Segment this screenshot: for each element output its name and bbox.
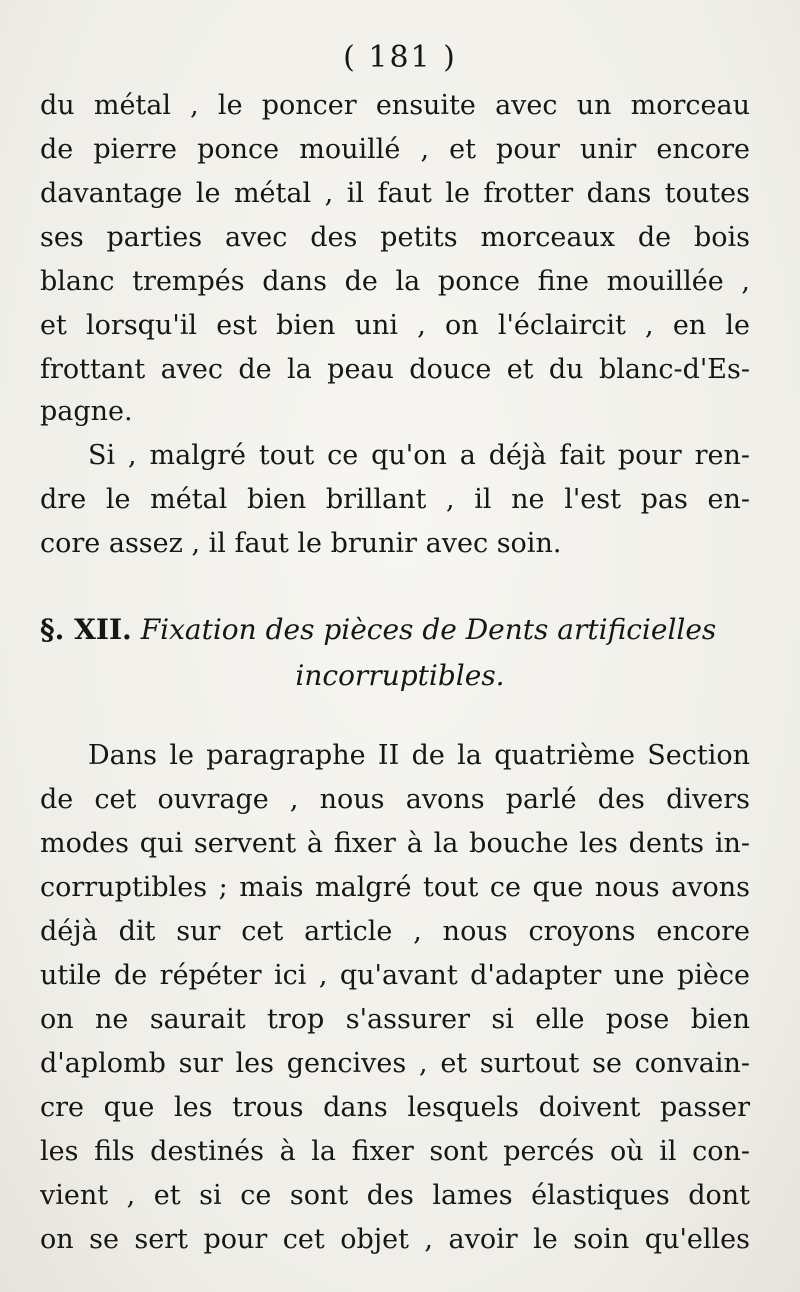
text-line: de pierre ponce mouillé , et pour unir encore [40, 134, 750, 165]
text-line: dre le métal bien brillant , il ne l'est pas en- [40, 484, 750, 515]
section-title-line-2 [40, 656, 760, 696]
text-line: ses parties avec des petits morceaux de bois [40, 222, 750, 253]
text-line: utile de répéter ici , qu'avant d'adapter une pièce [40, 960, 750, 991]
text-line: et lorsqu'il est bien uni , on l'éclaircit , en le [40, 310, 750, 341]
text-line: on se sert pour cet objet , avoir le soin qu'elles [40, 1224, 750, 1255]
text-line: pagne. [40, 396, 133, 427]
section-number: §. XII. [40, 613, 132, 646]
text-line: Dans le paragraphe II de la quatrième Section [88, 740, 750, 771]
text-line: core assez , il faut le brunir avec soin. [40, 528, 562, 559]
text-line: de cet ouvrage , nous avons parlé des divers [40, 784, 750, 815]
text-line: vient , et si ce sont des lames élastiques dont [40, 1180, 750, 1211]
text-line: on ne saurait trop s'assurer si elle pose bien [40, 1004, 750, 1035]
text-line: les fils destinés à la fixer sont percés où il con- [40, 1136, 750, 1167]
section-heading [40, 610, 760, 650]
text-line: cre que les trous dans lesquels doivent passer [40, 1092, 750, 1123]
text-line: blanc trempés dans de la ponce fine mouillée , [40, 266, 750, 297]
text-line: du métal , le poncer ensuite avec un morceau [40, 90, 750, 121]
section-title-line-2-text: incorruptibles. [295, 659, 505, 692]
text-line: d'aplomb sur les gencives , et surtout se convain- [40, 1048, 750, 1079]
text-line: corruptibles ; mais malgré tout ce que nous avons [40, 872, 750, 903]
text-line: frottant avec de la peau douce et du blanc-d'Es- [40, 354, 750, 385]
page-number: ( 181 ) [343, 40, 457, 75]
text-line: modes qui servent à fixer à la bouche les dents in- [40, 828, 750, 859]
section-title-line-1: Fixation des pièces de Dents artificielles [140, 613, 717, 646]
text-line: davantage le métal , il faut le frotter dans toutes [40, 178, 750, 209]
text-line: déjà dit sur cet article , nous croyons encore [40, 916, 750, 947]
text-line: Si , malgré tout ce qu'on a déjà fait pour ren- [88, 440, 750, 471]
